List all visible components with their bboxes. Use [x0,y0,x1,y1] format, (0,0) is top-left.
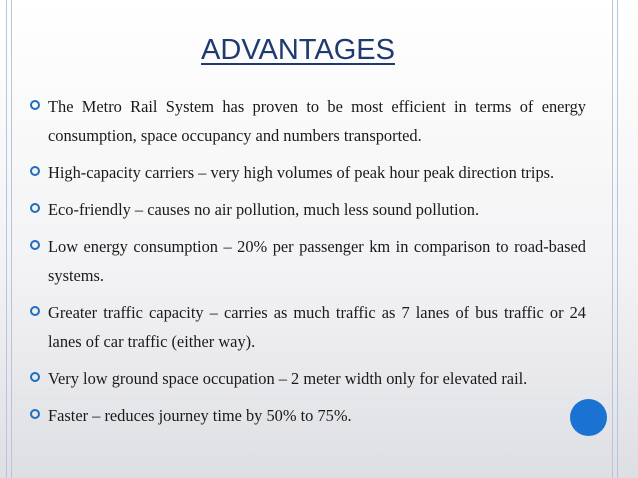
bullet-item [30,195,586,224]
bullet-text: Very low ground space occupation – 2 meter width only for elevated rail. [48,369,528,388]
bullet-item [30,401,586,430]
right-frame-line [612,0,618,478]
bullet-text: Greater traffic capacity – carries as much traffic as 7 lanes of bus traffic or 24 lanes of car traffic (either way). [48,303,586,351]
bullet-text: Eco-friendly – causes no air pollution, much less sound pollution. [48,200,480,219]
bullet-text: Low energy consumption – 20% per passenger km in comparison to road-based systems. [48,237,586,285]
bullet-icon [30,240,40,250]
bullet-item [30,158,586,187]
bullet-icon [30,100,40,110]
bullet-icon [30,306,40,316]
bullet-icon [30,166,40,176]
slide-title [0,34,596,67]
left-frame-line [6,0,12,478]
bullet-item [30,364,586,393]
bullet-item [30,298,586,356]
bullet-text: Faster – reduces journey time by 50% to 75%. [48,406,352,425]
bullet-text: The Metro Rail System has proven to be most efficient in terms of energy consumption, space occupancy and numbers transported. [48,97,586,145]
bullet-item [30,232,586,290]
decorative-circle [570,399,607,436]
slide-title-text: ADVANTAGES [201,34,395,66]
bullet-text: High-capacity carriers – very high volumes of peak hour peak direction trips. [48,163,555,182]
bullet-icon [30,372,40,382]
bullet-list [30,92,586,438]
bullet-icon [30,409,40,419]
bullet-icon [30,203,40,213]
bullet-item [30,92,586,150]
